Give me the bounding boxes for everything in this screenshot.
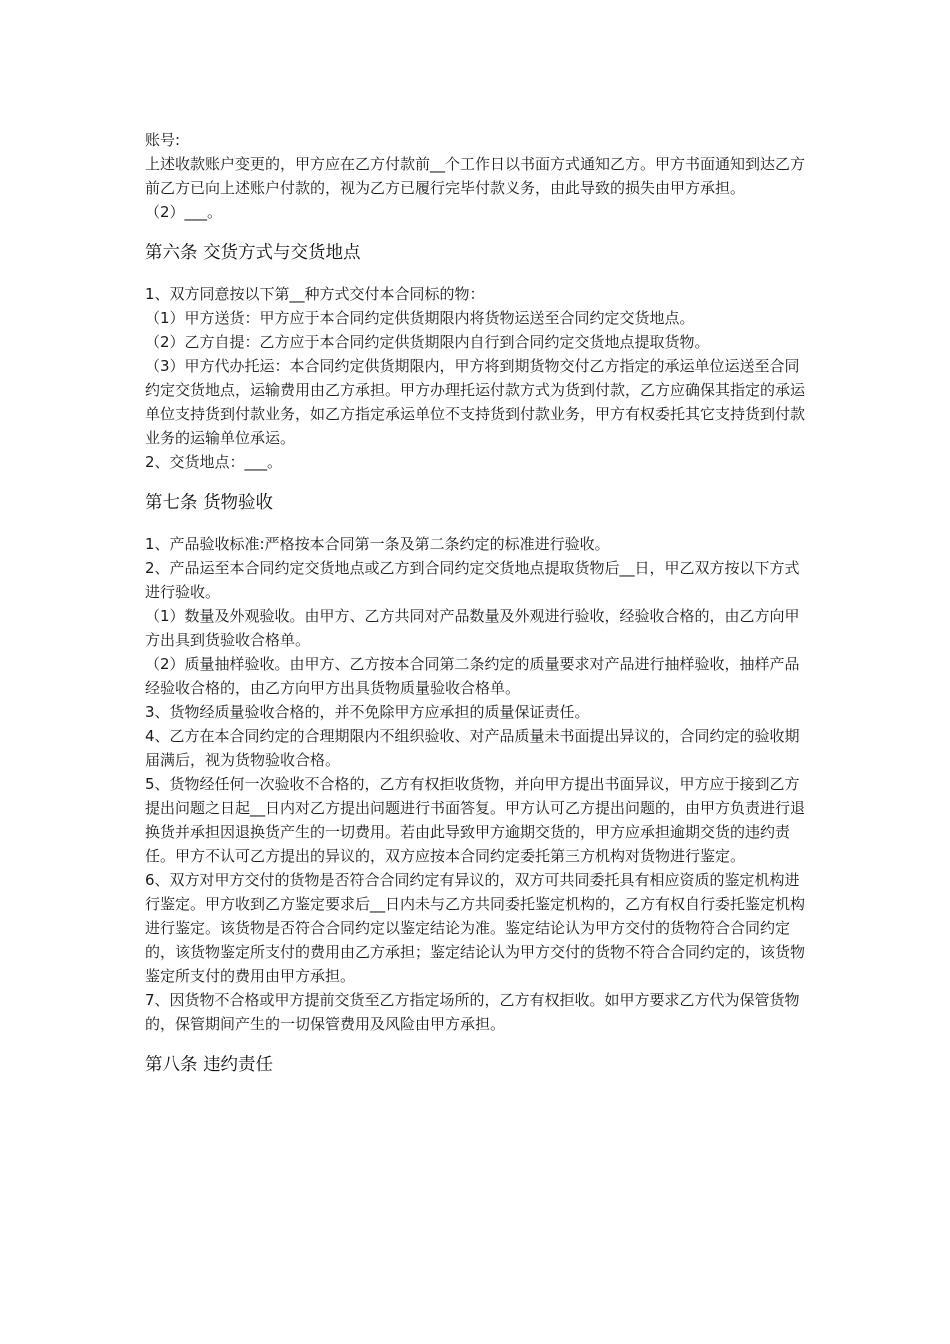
article-7-heading: 第七条 货物验收 xyxy=(145,493,274,513)
article-6-heading: 第六条 交货方式与交货地点 xyxy=(145,243,361,263)
article-8-heading: 第八条 违约责任 xyxy=(145,1055,274,1075)
delivery-option-consign: （3）甲方代办托运：本合同约定供货期限内，甲方将到期货物交付乙方指定的承运单位运送至合同约定交货地点，运输费用由乙方承担。甲方办理托运付款方式为货到付款，乙方应确保其指定的承运单位支持货到付款业务，如乙方指定承运单位不支持货到付款业务，甲方有权委托其它支持货到付款业务的运输单位承运。 xyxy=(145,357,806,447)
article-7-item-7: 7、因货物不合格或甲方提前交货至乙方指定场所的，乙方有权拒收。如甲方要求乙方代为保管货物的，保管期间产生的一切保管费用及风险由甲方承担。 xyxy=(145,991,800,1033)
article-7-item-4: 4、乙方在本合同约定的合理期限内不组织验收、对产品质量未书面提出异议的，合同约定的验收期届满后，视为货物验收合格。 xyxy=(145,727,800,769)
account-change-clause: 上述收款账户变更的，甲方应在乙方付款前__个工作日以书面方式通知乙方。甲方书面通知到达乙方前乙方已向上述账户付款的，视为乙方已履行完毕付款义务，由此导致的损失由甲方承担。 xyxy=(145,155,806,197)
article-7-item-3: 3、货物经质量验收合格的，并不免除甲方应承担的质量保证责任。 xyxy=(145,703,590,721)
delivery-option-seller: （1）甲方送货：甲方应于本合同约定供货期限内将货物运送至合同约定交货地点。 xyxy=(145,309,695,327)
document-content xyxy=(145,128,810,1077)
delivery-option-pickup: （2）乙方自提：乙方应于本合同约定供货期限内自行到合同约定交货地点提取货物。 xyxy=(145,333,710,351)
inspection-quality: （2）质量抽样验收。由甲方、乙方按本合同第二条约定的质量要求对产品进行抽样验收，抽样产品经验收合格的，由乙方向甲方出具货物质量验收合格单。 xyxy=(145,655,800,697)
article-6-item-1: 1、双方同意按以下第__种方式交付本合同标的物： xyxy=(145,285,485,303)
payment-option-2: （2）___。 xyxy=(145,203,223,221)
article-7-item-5: 5、货物经任何一次验收不合格的，乙方有权拒收货物，并向甲方提出书面异议，甲方应于接到乙方提出问题之日起__日内对乙方提出问题进行书面答复。甲方认可乙方提出问题的，由甲方负责进行退换货并承担因退换货产生的一切费用。若由此导致甲方逾期交货的，甲方应承担逾期交货的违约责任。甲方不认可乙方提出的异议的，双方应按本合同约定委托第三方机构对货物进行鉴定。 xyxy=(145,775,806,865)
article-7-item-6: 6、双方对甲方交付的货物是否符合合同约定有异议的，双方可共同委托具有相应资质的鉴定机构进行鉴定。甲方收到乙方鉴定要求后__日内未与乙方共同委托鉴定机构的，乙方有权自行委托鉴定机构进行鉴定。该货物是否符合合同约定以鉴定结论为准。鉴定结论认为甲方交付的货物符合合同约定的，该货物鉴定所支付的费用由乙方承担；鉴定结论认为甲方交付的货物不符合合同约定的，该货物鉴定所支付的费用由甲方承担。 xyxy=(145,871,806,985)
account-label: 账号: xyxy=(145,131,181,149)
inspection-quantity: （1）数量及外观验收。由甲方、乙方共同对产品数量及外观进行验收，经验收合格的，由乙方向甲方出具到货验收合格单。 xyxy=(145,607,800,649)
article-7-item-2: 2、产品运至本合同约定交货地点或乙方到合同约定交货地点提取货物后__日，甲乙双方按以下方式进行验收。 xyxy=(145,559,800,601)
article-6-item-2: 2、交货地点：___。 xyxy=(145,453,283,471)
article-7-item-1: 1、产品验收标准:严格按本合同第一条及第二条约定的标准进行验收。 xyxy=(145,535,610,553)
